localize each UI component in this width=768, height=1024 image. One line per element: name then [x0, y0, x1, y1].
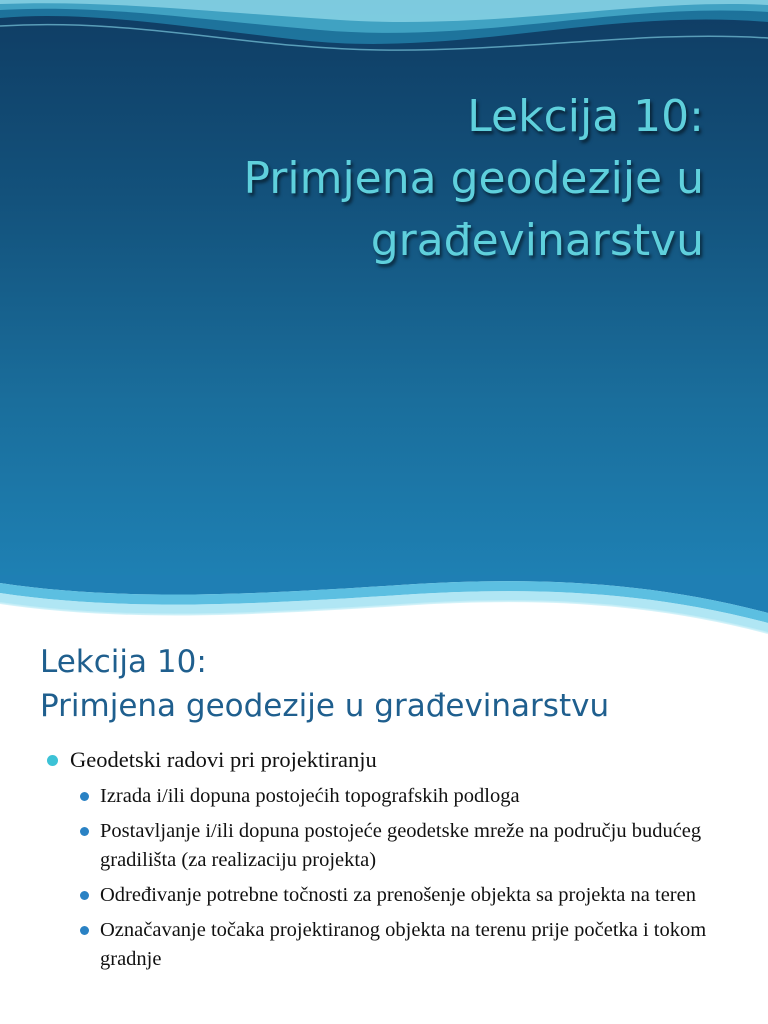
sub-bullet-dot-icon [80, 891, 89, 900]
bullet-item-level-1 [0, 744, 768, 776]
bullet-dot-icon [47, 755, 58, 766]
content-title-line-2: Primjena geodezije u građevinarstvu [40, 688, 610, 724]
slide-title-line-2: Primjena geodezije u [243, 153, 704, 204]
sub-bullet-list [0, 782, 768, 974]
sub-bullet-dot-icon [80, 827, 89, 836]
sub-bullet-item [0, 817, 768, 875]
sub-bullet-dot-icon [80, 792, 89, 801]
content-slide-title [40, 640, 609, 728]
wave-decoration-top [0, 0, 768, 80]
sub-bullet-item [0, 916, 768, 974]
slide-title-line-3: građevinarstvu [370, 215, 704, 266]
content-title-line-1: Lekcija 10: [40, 644, 207, 680]
sub-bullet-text: Postavljanje i/ili dopuna postojeće geodetske mreže na području budućeg gradilišta (za realizaciju projekta) [100, 820, 702, 871]
sub-bullet-item [0, 782, 768, 811]
sub-bullet-item [0, 881, 768, 910]
sub-bullet-text: Označavanje točaka projektiranog objekta na terenu prije početka i tokom gradnje [100, 919, 707, 970]
sub-bullet-text: Izrada i/ili dopuna postojećih topografskih podloga [100, 785, 520, 807]
sub-bullet-dot-icon [80, 926, 89, 935]
sub-bullet-group [0, 782, 768, 974]
sub-bullet-text: Određivanje potrebne točnosti za prenošenje objekta sa projekta na teren [100, 884, 696, 906]
slide-title-line-1: Lekcija 10: [467, 91, 704, 142]
bullet-list [0, 744, 768, 980]
wave-decoration-header [0, 575, 768, 645]
bullet-text: Geodetski radovi pri projektiranju [70, 747, 377, 772]
slide-title [244, 86, 704, 272]
